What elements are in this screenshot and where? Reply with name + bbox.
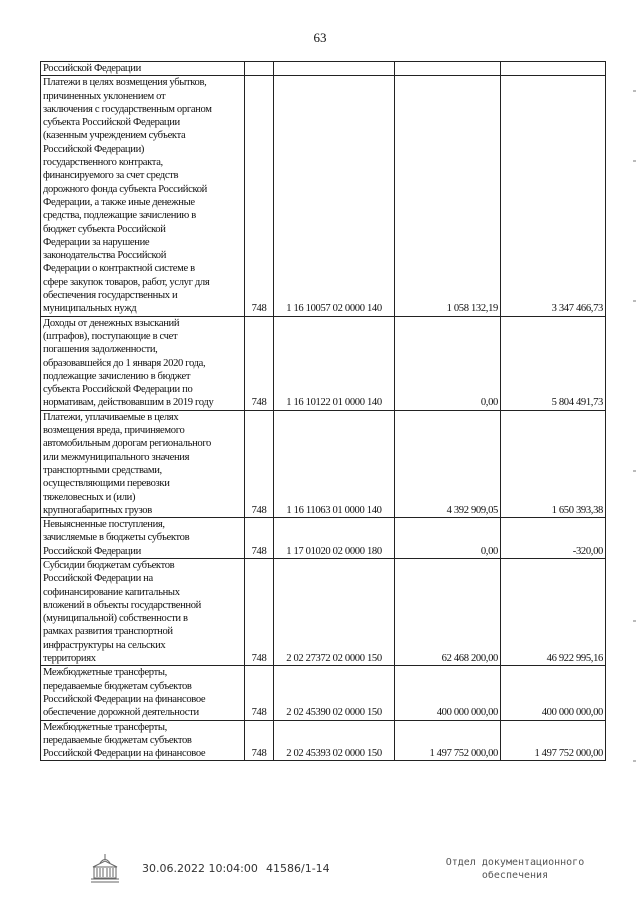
row-code-cell: 1 16 10057 02 0000 140: [274, 76, 395, 316]
row-fact-cell: 5 804 491,73: [501, 316, 606, 410]
row-name-cell: Межбюджетные трансферты, передаваемые бюджетам субъектов Российской Федерации на финансовое: [41, 720, 245, 761]
document-footer: [0, 852, 640, 892]
row-plan-cell: [395, 62, 501, 76]
budget-table: [40, 61, 606, 761]
row-admin-cell: 748: [245, 666, 274, 720]
row-code-cell: 2 02 45393 02 0000 150: [274, 720, 395, 761]
row-fact-cell: -320,00: [501, 518, 606, 559]
row-name-cell: Межбюджетные трансферты, передаваемые бюджетам субъектов Российской Федерации на финансовое обеспечение дорожной деятельности: [41, 666, 245, 720]
row-fact-cell: 46 922 995,16: [501, 558, 606, 665]
table-row: [41, 76, 606, 316]
scan-edge-mark: [633, 90, 636, 92]
row-plan-cell: 400 000 000,00: [395, 666, 501, 720]
department-stamp: [430, 856, 600, 882]
row-code-cell: 1 17 01020 02 0000 180: [274, 518, 395, 559]
scan-edge-mark: [633, 470, 636, 472]
scan-edge-mark: [633, 760, 636, 762]
row-admin-cell: 748: [245, 410, 274, 517]
row-admin-cell: [245, 62, 274, 76]
row-name-cell: Субсидии бюджетам субъектов Российской Федерации на софинансирование капитальных вложений в объекты государственной (муниципальной) собственности в рамках развития транспортной инфраструктуры на сельских территориях: [41, 558, 245, 665]
row-plan-cell: 0,00: [395, 316, 501, 410]
row-fact-cell: 400 000 000,00: [501, 666, 606, 720]
row-code-cell: 1 16 11063 01 0000 140: [274, 410, 395, 517]
scan-edge-mark: [633, 300, 636, 302]
row-fact-cell: 1 650 393,38: [501, 410, 606, 517]
table-row: [41, 316, 606, 410]
row-fact-cell: [501, 62, 606, 76]
row-admin-cell: 748: [245, 558, 274, 665]
table-row: [41, 518, 606, 559]
row-code-cell: 1 16 10122 01 0000 140: [274, 316, 395, 410]
row-code-cell: 2 02 27372 02 0000 150: [274, 558, 395, 665]
table-row: [41, 720, 606, 761]
scan-edge-mark: [633, 160, 636, 162]
table-row: [41, 558, 606, 665]
row-name-cell: Невыясненные поступления, зачисляемые в бюджеты субъектов Российской Федерации: [41, 518, 245, 559]
table-row: [41, 410, 606, 517]
department-line-1: Отдел документационного: [445, 857, 585, 868]
registration-number: 41586/1-14: [266, 862, 330, 875]
row-plan-cell: 62 468 200,00: [395, 558, 501, 665]
row-name-cell: Платежи, уплачиваемые в целях возмещения вреда, причиняемого автомобильным дорогам регионального или межмуниципального значения транспортными средствами, осуществляющими перевозки тяжеловесных и (или) крупногабаритных грузов: [41, 410, 245, 517]
row-admin-cell: 748: [245, 76, 274, 316]
row-name-cell: Доходы от денежных взысканий (штрафов), поступающие в счет погашения задолженности, образовавшейся до 1 января 2020 года, подлежащие зачислению в бюджет субъекта Российской Федерации по нормативам, действовавшим в 2019 году: [41, 316, 245, 410]
row-code-cell: 2 02 45390 02 0000 150: [274, 666, 395, 720]
row-plan-cell: 1 497 752 000,00: [395, 720, 501, 761]
page-number: 63: [313, 30, 327, 45]
registration-date: 30.06.2022 10:04:00: [142, 862, 258, 875]
row-admin-cell: 748: [245, 316, 274, 410]
row-code-cell: [274, 62, 395, 76]
row-admin-cell: 748: [245, 720, 274, 761]
row-plan-cell: 0,00: [395, 518, 501, 559]
row-name-cell: Российской Федерации: [41, 62, 245, 76]
row-name-cell: Платежи в целях возмещения убытков, причиненных уклонением от заключения с государственным органом субъекта Российской Федерации (казенным учреждением субъекта Российской Федерации) государственного контракта, финансируемого за счет средств дорожного фонда субъекта Российской Федерации, а также иные денежные средства, подлежащие зачислению в бюджет субъекта Российской Федерации за нарушение законодательства Российской Федерации о контрактной системе в сфере закупок товаров, работ, услуг для обеспечения государственных и муниципальных нужд: [41, 76, 245, 316]
row-admin-cell: 748: [245, 518, 274, 559]
row-fact-cell: 1 497 752 000,00: [501, 720, 606, 761]
table-row: [41, 666, 606, 720]
row-plan-cell: 4 392 909,05: [395, 410, 501, 517]
row-plan-cell: 1 058 132,19: [395, 76, 501, 316]
department-line-2: обеспечения: [481, 870, 549, 881]
table-row: [41, 62, 606, 76]
duma-building-emblem-icon: [89, 852, 121, 891]
row-fact-cell: 3 347 466,73: [501, 76, 606, 316]
scan-edge-mark: [633, 620, 636, 622]
